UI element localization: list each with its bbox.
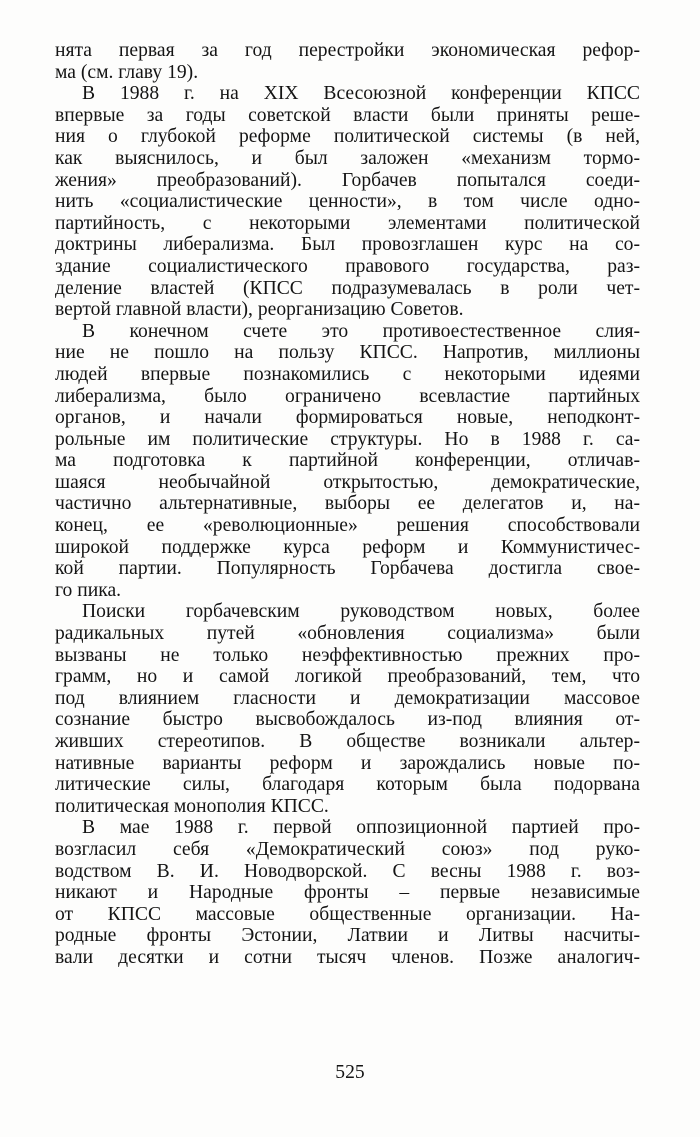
text-line: ния о глубокой реформе политической системы (в ней, bbox=[55, 126, 640, 148]
text-line: деление властей (КПСС подразумевалась в роли чет- bbox=[55, 277, 640, 299]
text-line: водством В. И. Новодворской. С весны 1988 г. воз- bbox=[55, 860, 640, 882]
text-line: грамм, но и самой логикой преобразований, тем, что bbox=[55, 666, 640, 688]
text-line: вертой главной власти), реорганизацию Советов. bbox=[55, 299, 464, 321]
text-line: от КПСС массовые общественные организации. На- bbox=[55, 903, 640, 925]
text-line: никают и Народные фронты – первые независимые bbox=[55, 882, 640, 904]
text-line: радикальных путей «обновления социализма» были bbox=[55, 623, 640, 645]
text-line: широкой поддержке курса реформ и Коммунистичес- bbox=[55, 536, 640, 558]
text-line: живших стереотипов. В обществе возникали альтер- bbox=[55, 731, 640, 752]
text-line: сознание быстро высвобождалось из-под влияния от- bbox=[55, 709, 640, 731]
text-line: партийность, с некоторыми элементами политической bbox=[55, 212, 640, 234]
text-line: В конечном счете это противоестественное слия- bbox=[82, 320, 640, 342]
text-line: нативные варианты реформ и зарождались новые по- bbox=[55, 752, 640, 774]
text-line: здание социалистического правового государства, раз- bbox=[55, 255, 640, 277]
text-line: вали десятки и сотни тысяч членов. Позже аналогич- bbox=[55, 946, 640, 968]
text-line: возгласил себя «Демократический союз» под руко- bbox=[55, 838, 640, 860]
paragraph bbox=[55, 601, 640, 817]
text-line: кой партии. Популярность Горбачева достигла свое- bbox=[55, 558, 640, 580]
text-line: нята первая за год перестройки экономическая рефор- bbox=[55, 40, 640, 61]
text-line: людей впервые познакомились с некоторыми идеями bbox=[55, 363, 640, 385]
text-line: В мае 1988 г. первой оппозиционной партией про- bbox=[82, 817, 640, 839]
text-line: литические силы, благодаря которым была подорвана bbox=[55, 774, 640, 796]
text-line: политическая монополия КПСС. bbox=[55, 795, 329, 817]
text-line: нить «социалистические ценности», в том числе одно- bbox=[55, 191, 640, 213]
text-line: под влиянием гласности и демократизации массовое bbox=[55, 687, 640, 709]
text-line: В 1988 г. на XIX Всесоюзной конференции КПСС bbox=[82, 83, 640, 105]
text-line: шаяся необычайной открытостью, демократические, bbox=[55, 471, 640, 493]
text-line: частично альтернативные, выборы ее делегатов и, на- bbox=[55, 493, 640, 515]
text-line: ма (см. главу 19). bbox=[55, 61, 199, 83]
text-line: ние не пошло на пользу КПСС. Напротив, миллионы bbox=[55, 342, 640, 364]
text-line: органов, и начали формироваться новые, неподконт- bbox=[55, 407, 640, 429]
text-line: доктрины либерализма. Был провозглашен курс на со- bbox=[55, 234, 640, 256]
text-line: вызваны не только неэффективностью прежних про- bbox=[55, 644, 640, 666]
paragraph bbox=[55, 40, 640, 83]
text-line: впервые за годы советской власти были приняты реше- bbox=[55, 104, 640, 126]
page-number: 525 bbox=[335, 1062, 365, 1083]
text-line: конец, ее «революционные» решения способствовали bbox=[55, 515, 640, 537]
paragraph bbox=[55, 817, 640, 968]
text-line: ма подготовка к партийной конференции, отличав- bbox=[55, 450, 640, 472]
body-text bbox=[55, 40, 640, 969]
text-line: родные фронты Эстонии, Латвии и Литвы насчиты- bbox=[55, 925, 640, 947]
text-line: Поиски горбачевским руководством новых, более bbox=[82, 601, 640, 623]
text-line: как выяснилось, и был заложен «механизм тормо- bbox=[55, 147, 640, 169]
text-line: жения» преобразований). Горбачев попытался соеди- bbox=[55, 169, 640, 191]
paragraph bbox=[55, 321, 640, 602]
paragraph bbox=[55, 83, 640, 321]
text-line: либерализма, было ограничено всевластие партийных bbox=[55, 385, 640, 407]
text-line: го пика. bbox=[55, 579, 122, 601]
text-line: рольные им политические структуры. Но в 1988 г. са- bbox=[55, 428, 640, 450]
